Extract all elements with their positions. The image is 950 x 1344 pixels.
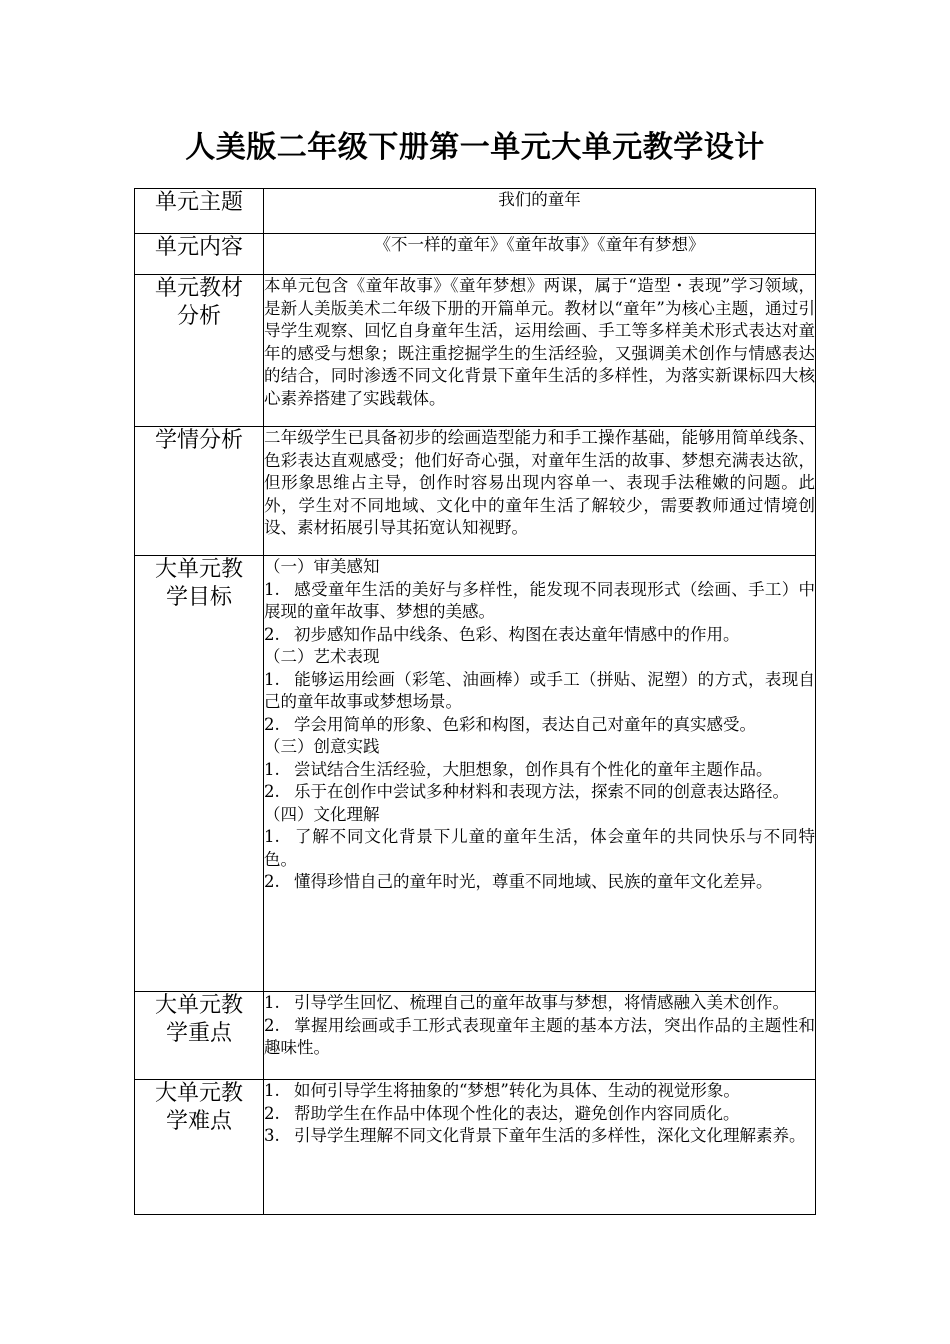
value-key-points: [264, 992, 816, 1080]
label-line: 学难点: [165, 1109, 232, 1134]
label-line: 大单元教: [154, 1081, 243, 1106]
label-line: 大单元教: [154, 993, 243, 1018]
key-item: [264, 992, 815, 1015]
label-line: 分析: [176, 304, 221, 329]
label-material-analysis: [135, 275, 264, 427]
label-unit-content: 单元内容: [135, 234, 264, 275]
item-number: 2.: [264, 782, 280, 801]
value-unit-content: 《不一样的童年》《童年故事》《童年有梦想》: [264, 234, 816, 275]
row-student-analysis: [135, 427, 816, 556]
item-number: 1.: [264, 1081, 280, 1100]
label-student-analysis: 学情分析: [135, 427, 264, 556]
row-unit-content: [135, 234, 816, 275]
value-teaching-goals: [264, 556, 816, 992]
item-text: 懂得珍惜自己的童年时光，尊重不同地域、民族的童年文化差异。: [294, 872, 773, 891]
goal-item: [264, 826, 815, 871]
row-material-analysis: [135, 275, 816, 427]
item-number: 1.: [264, 579, 280, 599]
difficulty-item: [264, 1103, 815, 1126]
item-text: 了解不同文化背景下儿童的童年生活，体会童年的共同快乐与不同特色。: [264, 827, 815, 869]
goal-item: [264, 714, 815, 737]
item-text: 帮助学生在作品中体现个性化的表达，避免创作内容同质化。: [294, 1103, 740, 1123]
goal-section-heading: （四）文化理解: [264, 804, 380, 824]
item-number: 3.: [264, 1126, 280, 1145]
goal-item: [264, 781, 815, 804]
goal-item: [264, 579, 815, 624]
item-text: 引导学生回忆、梳理自己的童年故事与梦想，将情感融入美术创作。: [294, 993, 789, 1012]
item-text: 尝试结合生活经验，大胆想象，创作具有个性化的童年主题作品。: [294, 759, 773, 779]
item-text: 初步感知作品中线条、色彩、构图在表达童年情感中的作用。: [294, 624, 740, 644]
label-difficulties: [135, 1080, 264, 1215]
row-difficulties: [135, 1080, 816, 1215]
item-text: 掌握用绘画或手工形式表现童年主题的基本方法，突出作品的主题性和趣味性。: [264, 1015, 815, 1057]
label-unit-theme: 单元主题: [135, 189, 264, 234]
goal-section-heading: （二）艺术表现: [264, 647, 380, 666]
item-number: 2.: [264, 624, 280, 644]
item-number: 1.: [264, 993, 280, 1012]
goal-section-heading: （一）审美感知: [264, 557, 380, 576]
row-unit-theme: [135, 189, 816, 234]
label-line: 大单元教: [154, 557, 243, 582]
item-number: 2.: [264, 872, 280, 891]
item-number: 2.: [264, 714, 280, 734]
label-teaching-goals: [135, 556, 264, 992]
item-text: 学会用简单的形象、色彩和构图，表达自己对童年的真实感受。: [294, 714, 756, 734]
label-line: 学目标: [165, 585, 232, 610]
value-student-analysis: 二年级学生已具备初步的绘画造型能力和手工操作基础，能够用简单线条、色彩表达直观感受；他们好奇心强，对童年生活的故事、梦想充满表达欲，但形象思维占主导，创作时容易出现内容单一、表现手法稚嫩的问题。此外，学生对不同地域、文化中的童年生活了解较少，需要教师通过情境创设、素材拓展引导其拓宽认知视野。: [264, 427, 816, 556]
item-text: 能够运用绘画（彩笔、油画棒）或手工（拼贴、泥塑）的方式，表现自己的童年故事或梦想场景。: [264, 669, 815, 711]
row-key-points: [135, 992, 816, 1080]
goal-item: [264, 759, 815, 782]
unit-design-table: [134, 188, 816, 1215]
item-text: 如何引导学生将抽象的“梦想”转化为具体、生动的视觉形象。: [294, 1081, 740, 1100]
goal-section-heading: （三）创意实践: [264, 737, 380, 756]
item-number: 1.: [264, 759, 280, 779]
key-item: [264, 1015, 815, 1060]
difficulty-item: [264, 1125, 815, 1148]
item-number: 2.: [264, 1015, 280, 1035]
item-number: 1.: [264, 827, 280, 846]
item-text: 感受童年生活的美好与多样性，能发现不同表现形式（绘画、手工）中展现的童年故事、梦想的美感。: [264, 579, 815, 621]
item-number: 2.: [264, 1103, 280, 1123]
row-teaching-goals: [135, 556, 816, 992]
difficulty-item: [264, 1080, 815, 1103]
item-text: 乐于在创作中尝试多种材料和表现方法，探索不同的创意表达路径。: [294, 782, 789, 801]
goal-item: [264, 624, 815, 647]
value-unit-theme: 我们的童年: [264, 189, 816, 234]
label-line: 学重点: [165, 1021, 232, 1046]
item-number: 1.: [264, 669, 280, 689]
item-text: 引导学生理解不同文化背景下童年生活的多样性，深化文化理解素养。: [294, 1126, 806, 1145]
goal-item: [264, 669, 815, 714]
label-key-points: [135, 992, 264, 1080]
goal-item: [264, 871, 815, 894]
label-line: 单元教材: [154, 276, 243, 301]
value-material-analysis: 本单元包含《童年故事》《童年梦想》两课，属于“造型・表现”学习领域，是新人美版美术二年级下册的开篇单元。教材以“童年”为核心主题，通过引导学生观察、回忆自身童年生活，运用绘画、手工等多样美术形式表达对童年的感受与想象；既注重挖掘学生的生活经验，又强调美术创作与情感表达的结合，同时渗透不同文化背景下童年生活的多样性，为落实新课标四大核心素养搭建了实践载体。: [264, 275, 816, 427]
document-title: 人美版二年级下册第一单元大单元教学设计: [185, 130, 765, 165]
value-difficulties: [264, 1080, 816, 1215]
